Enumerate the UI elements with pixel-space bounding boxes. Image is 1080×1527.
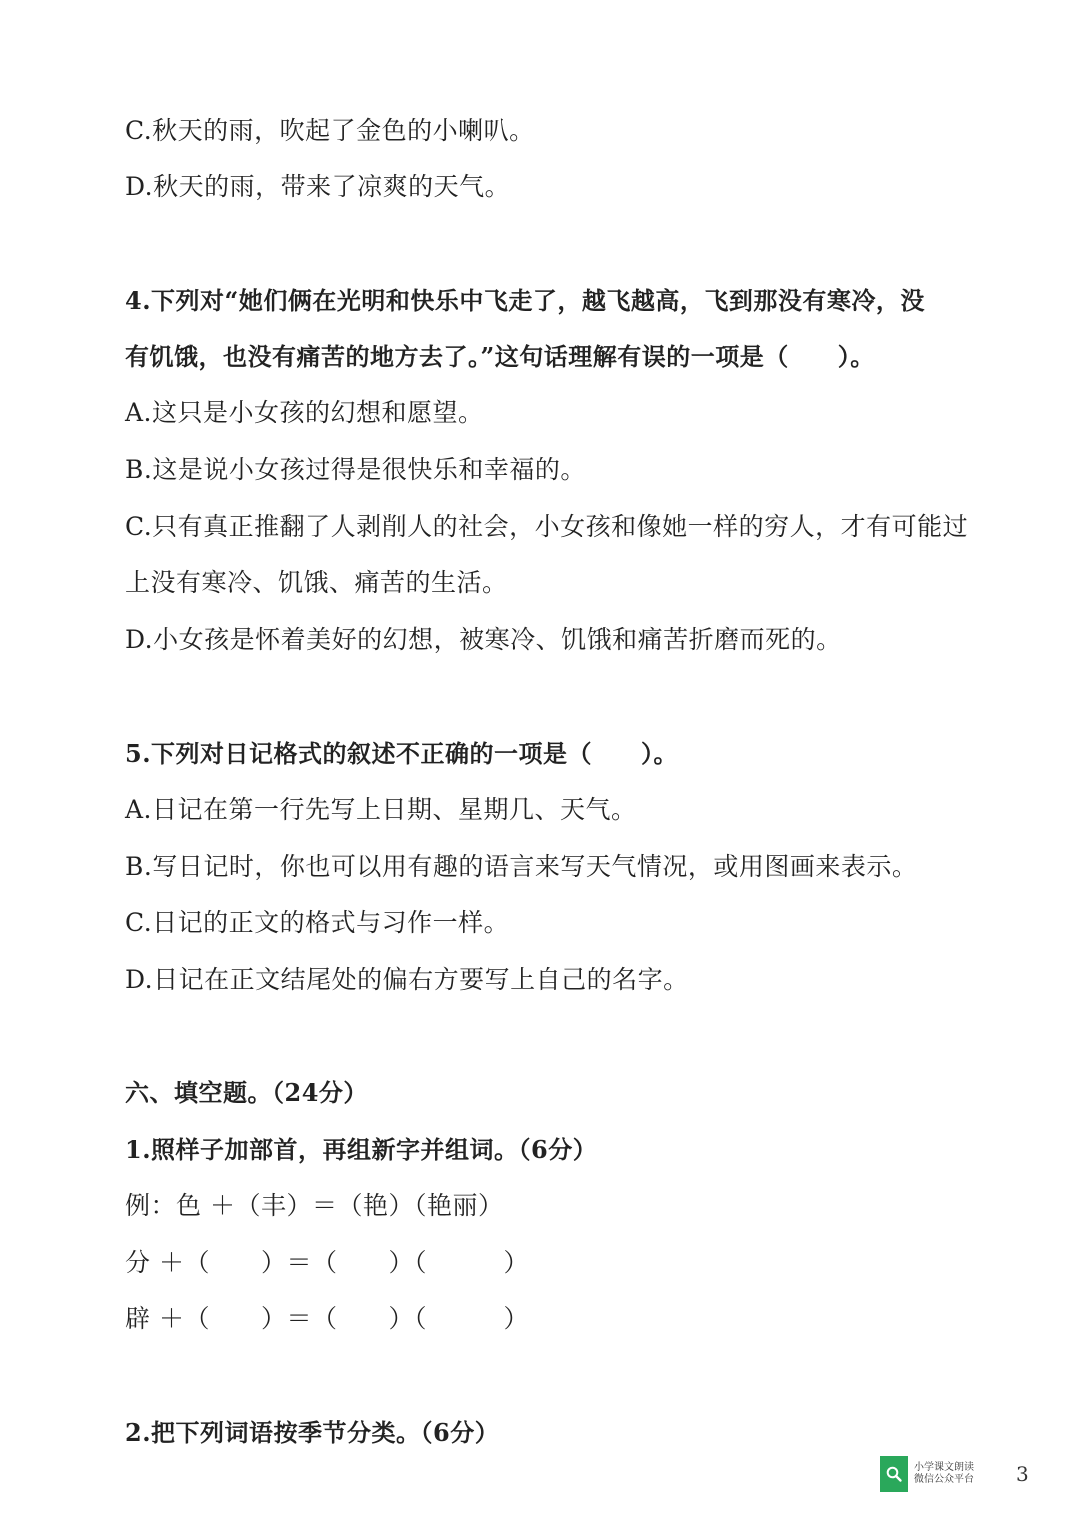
example-line: 例：色 ＋（丰）＝（艳）（艳丽） (125, 1191, 504, 1220)
question-4-line1: 4.下列对“她们俩在光明和快乐中飞走了，越飞越高，飞到那没有寒冷，没 (125, 286, 925, 315)
option-c-q3: C.秋天的雨，吹起了金色的小喇叭。 (125, 116, 535, 145)
option-c-q4-line1: C.只有真正推翻了人剥削人的社会，小女孩和像她一样的穷人，才有可能过 (125, 512, 969, 541)
option-d-q3: D.秋天的雨，带来了凉爽的天气。 (125, 172, 511, 201)
option-d-q4: D.小女孩是怀着美好的幻想，被寒冷、饥饿和痛苦折磨而死的。 (125, 625, 842, 654)
logo-line-2: 微信公众平台 (914, 1474, 974, 1485)
blank-line-2: 辟 ＋（ ）＝（ ）（ ） (125, 1304, 529, 1333)
option-d-q5: D.日记在正文结尾处的偏右方要写上自己的名字。 (125, 965, 689, 994)
blank-line-1: 分 ＋（ ）＝（ ）（ ） (125, 1248, 529, 1277)
option-a-q4: A.这只是小女孩的幻想和愿望。 (125, 398, 484, 427)
section-6-heading: 六、填空题。（24分） (125, 1078, 368, 1107)
option-a-q5: A.日记在第一行先写上日期、星期几、天气。 (125, 795, 637, 824)
logo-badge (880, 1456, 908, 1492)
option-c-q4-line2: 上没有寒冷、饥饿、痛苦的生活。 (125, 568, 508, 597)
search-icon (885, 1465, 903, 1483)
question-4-line2: 有饥饿，也没有痛苦的地方去了。”这句话理解有误的一项是（ ）。 (125, 342, 875, 371)
option-b-q4: B.这是说小女孩过得是很快乐和幸福的。 (125, 455, 586, 484)
option-c-q5: C.日记的正文的格式与习作一样。 (125, 908, 510, 937)
logo-line-1: 小学课文朗读 (914, 1462, 974, 1473)
wechat-platform-logo (880, 1456, 1002, 1492)
option-b-q5: B.写日记时，你也可以用有趣的语言来写天气情况，或用图画来表示。 (125, 852, 918, 881)
question-5: 5.下列对日记格式的叙述不正确的一项是（ ）。 (125, 739, 679, 768)
page-number: 3 (1016, 1462, 1029, 1486)
fill-question-1: 1.照样子加部首，再组新字并组词。（6分） (125, 1135, 598, 1164)
fill-question-2: 2.把下列词语按季节分类。（6分） (125, 1418, 500, 1447)
